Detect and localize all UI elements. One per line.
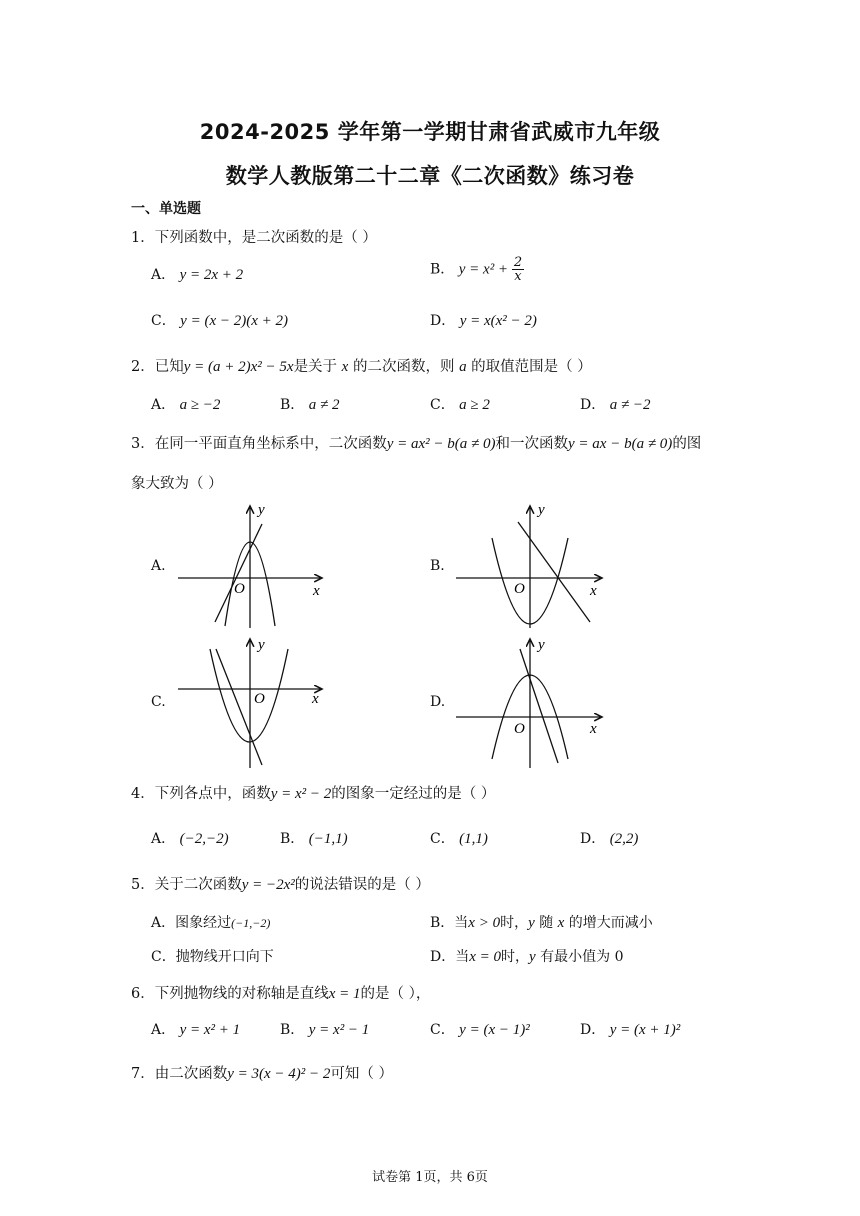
q2-option-b-expr: a ≠ 2 (308, 397, 340, 413)
q3-stem-mid: 和一次函数 (495, 436, 569, 452)
q3-option-b-letter[interactable]: B. (430, 558, 445, 574)
page-footer: 试卷第 1页，共 6页 (372, 1170, 488, 1185)
q5-option-d-text-pre: 当 (455, 949, 470, 965)
q5-option-c[interactable] (151, 946, 274, 966)
q2-option-a[interactable] (151, 394, 220, 414)
q5-option-b-text-mid: 时， (500, 915, 529, 931)
q2-option-a-expr: a ≥ −2 (179, 397, 221, 413)
q5-stem-pre: 5．关于二次函数 (131, 877, 242, 893)
question-4-stem (131, 782, 495, 803)
q5-option-d-var: y (529, 949, 536, 965)
y-label: y (538, 637, 545, 653)
q5-option-b-text-pre: 当 (454, 915, 469, 931)
q5-option-a-letter: A． (151, 915, 176, 931)
q1-option-d-letter: D． (430, 313, 456, 329)
question-7-stem (131, 1062, 393, 1083)
q2-stem-x: x (341, 359, 349, 375)
q1-option-d[interactable] (430, 310, 537, 330)
q5-option-b-text-post: 随 (539, 915, 554, 931)
q5-option-d-letter: D． (430, 949, 456, 965)
line (520, 649, 558, 763)
q6-option-d-expr: y = (x + 1)² (609, 1022, 681, 1038)
q6-option-b-expr: y = x² − 1 (308, 1022, 370, 1038)
fraction-denominator: x (514, 269, 522, 284)
q3-graph-d[interactable] (450, 635, 610, 770)
q3-option-a-letter[interactable]: A. (151, 558, 166, 574)
x-label: x (312, 691, 319, 707)
q2-stem-a: a (459, 359, 467, 375)
q3-stem-pre: 3．在同一平面直角坐标系中，二次函数 (131, 436, 387, 452)
question-1-stem: 1．下列函数中，是二次函数的是（ ） (131, 230, 377, 246)
q3-graph-b[interactable] (450, 500, 610, 630)
q3-stem-math2: y = ax − b(a ≠ 0) (568, 436, 673, 452)
q1-option-c-letter: C． (151, 313, 176, 329)
q4-stem-math: y = x² − 2 (270, 786, 332, 802)
q4-option-d-letter: D． (580, 831, 606, 847)
q7-stem-post: 可知（ ） (330, 1066, 394, 1082)
q2-option-c-letter: C． (430, 397, 455, 413)
q4-option-b-expr: (−1,1) (308, 831, 348, 847)
q3-stem-math1: y = ax² − b(a ≠ 0) (386, 436, 496, 452)
q5-option-a-text: 图象经过 (175, 915, 232, 931)
q2-option-d-expr: a ≠ −2 (609, 397, 651, 413)
q1-option-c-expr: y = (x − 2)(x + 2) (180, 313, 288, 329)
q6-option-a-letter: A． (151, 1022, 176, 1038)
q6-option-a[interactable] (151, 1019, 240, 1039)
q2-stem-mid: 是关于 (293, 359, 338, 375)
q4-option-d-expr: (2,2) (609, 831, 639, 847)
line (216, 649, 262, 765)
q7-stem-math: y = 3(x − 4)² − 2 (227, 1066, 331, 1082)
q2-stem-mid2: 的二次函数，则 (352, 359, 455, 375)
q2-stem-post: 的取值范围是（ ） (471, 359, 592, 375)
q1-option-b[interactable] (430, 256, 524, 283)
x-label: x (313, 583, 320, 599)
q5-option-d-text-mid: 时， (501, 949, 530, 965)
q4-option-b[interactable] (280, 828, 348, 848)
q4-option-a-letter: A． (151, 831, 176, 847)
q3-graph-c[interactable] (170, 635, 330, 770)
q4-option-b-letter: B． (280, 831, 305, 847)
q5-option-a[interactable] (151, 912, 270, 932)
q1-option-d-expr: y = x(x² − 2) (459, 313, 537, 329)
q2-option-b[interactable] (280, 394, 339, 414)
q6-option-d[interactable] (580, 1019, 680, 1039)
q1-option-c[interactable] (151, 310, 288, 330)
q6-option-c[interactable] (430, 1019, 530, 1039)
q5-option-b-var: y (528, 915, 535, 931)
q5-option-b-var2: x (557, 915, 565, 931)
origin-label: O (234, 581, 245, 597)
fraction-numerator: 2 (513, 255, 523, 270)
q4-option-c-expr: (1,1) (459, 831, 488, 847)
q2-option-d-letter: D． (580, 397, 606, 413)
q4-stem-post: 的图象一定经过的是（ ） (331, 786, 496, 802)
q5-option-d[interactable] (430, 946, 624, 966)
question-3-stem (131, 432, 701, 453)
q7-stem-pre: 7．由二次函数 (131, 1066, 228, 1082)
q4-option-c[interactable] (430, 828, 488, 848)
q3-option-d-letter[interactable]: D. (430, 694, 446, 710)
question-6-stem (131, 982, 430, 1003)
q5-stem-post: 的说法错误的是（ ） (294, 877, 430, 893)
title-line-2: 数学人教版第二十二章《二次函数》练习卷 (225, 164, 635, 188)
q6-stem-math: x = 1 (328, 986, 361, 1002)
q5-option-a-expr: (−1,−2) (231, 916, 271, 930)
q3-graph-a[interactable] (170, 500, 330, 630)
q5-option-b-expr: x > 0 (468, 915, 501, 931)
x-label: x (590, 721, 597, 737)
q2-option-c-expr: a ≥ 2 (459, 397, 490, 413)
line (518, 522, 590, 622)
y-label: y (538, 502, 545, 518)
q6-stem-pre: 6．下列抛物线的对称轴是直线 (131, 986, 329, 1002)
origin-label: O (514, 581, 525, 597)
q4-option-a-expr: (−2,−2) (179, 831, 229, 847)
q1-option-a-letter: A． (151, 267, 176, 283)
q6-option-b-letter: B． (280, 1022, 305, 1038)
y-label: y (258, 637, 265, 653)
origin-label: O (254, 691, 265, 707)
q5-option-d-expr: x = 0 (469, 949, 502, 965)
q1-option-b-letter: B． (430, 261, 455, 278)
q2-option-c[interactable] (430, 394, 490, 414)
q2-option-b-letter: B． (280, 397, 305, 413)
title-line-1: 2024-2025 学年第一学期甘肃省武威市九年级 (199, 120, 661, 144)
q2-option-a-letter: A． (151, 397, 176, 413)
q5-option-d-text-post: 有最小值为 0 (540, 949, 624, 965)
q2-stem-math: y = (a + 2)x² − 5x (183, 359, 294, 375)
question-5-stem (131, 873, 430, 894)
q5-option-c-text: 抛物线开口向下 (175, 949, 274, 965)
q2-option-d[interactable] (580, 394, 651, 414)
question-3-stem-line2: 象大致为（ ） (131, 476, 223, 492)
q4-option-c-letter: C． (430, 831, 455, 847)
y-label: y (258, 502, 265, 518)
q4-option-a[interactable] (151, 828, 229, 848)
q3-option-c-letter[interactable]: C. (151, 694, 166, 710)
q5-option-b-text-post2: 的增大而减小 (568, 915, 653, 931)
q6-option-a-expr: y = x² + 1 (179, 1022, 241, 1038)
section-heading: 一、单选题 (131, 201, 201, 217)
q2-stem-pre: 2．已知 (131, 359, 184, 375)
q6-option-b[interactable] (280, 1019, 369, 1039)
q6-option-d-letter: D． (580, 1022, 606, 1038)
line (215, 524, 262, 622)
q5-option-c-letter: C． (151, 949, 176, 965)
q1-option-b-expr: y = x² + (458, 261, 512, 278)
q6-stem-post: 的是（ ）， (360, 986, 431, 1002)
q1-option-b-fraction (512, 256, 524, 283)
origin-label: O (514, 721, 525, 737)
q1-option-a[interactable] (151, 264, 243, 284)
question-2-stem (131, 355, 592, 376)
q5-stem-math: y = −2x² (241, 877, 295, 893)
q4-stem-pre: 4．下列各点中，函数 (131, 786, 271, 802)
q3-stem-post: 的图 (672, 436, 702, 452)
q6-option-c-letter: C． (430, 1022, 455, 1038)
q5-option-b-letter: B． (430, 915, 455, 931)
x-label: x (590, 583, 597, 599)
q6-option-c-expr: y = (x − 1)² (459, 1022, 530, 1038)
q4-option-d[interactable] (580, 828, 638, 848)
q5-option-b[interactable] (430, 912, 653, 932)
q1-option-a-expr: y = 2x + 2 (179, 267, 244, 283)
